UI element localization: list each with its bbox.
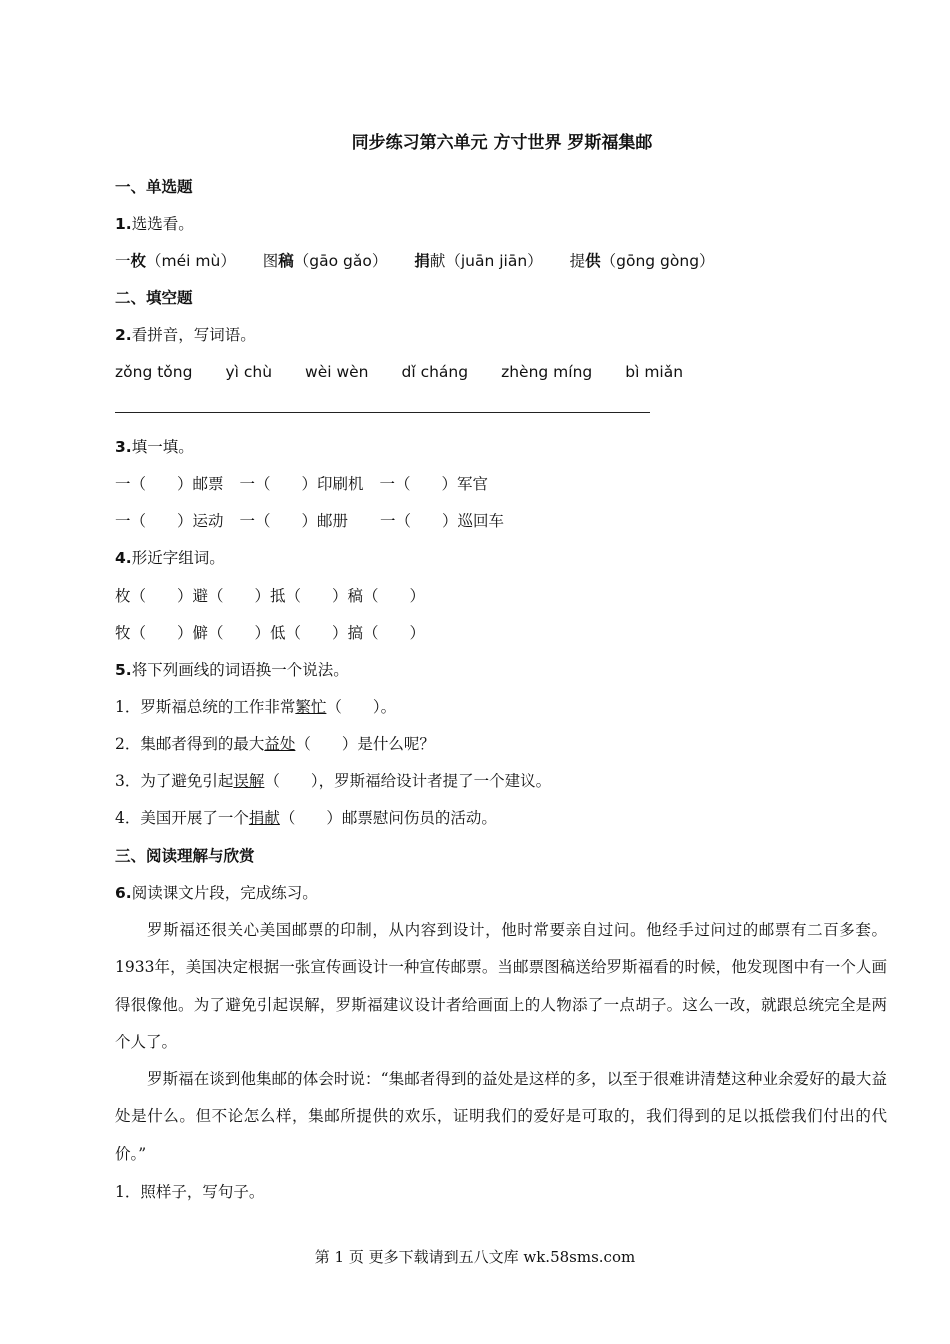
fill-item: 一（ ）运动 bbox=[115, 512, 224, 530]
answer-line bbox=[115, 412, 650, 413]
pinyin-word: zǒng tǒng bbox=[115, 363, 193, 381]
rewrite-item: 2．集邮者得到的最大益处（ ）是什么呢？ bbox=[115, 735, 435, 753]
question-1 bbox=[115, 214, 194, 234]
fill-row-1 bbox=[115, 474, 488, 494]
question-4: 4.形近字组词。 bbox=[115, 549, 225, 567]
section-heading-fill-blank: 二、填空题 bbox=[115, 289, 193, 307]
pinyin-row bbox=[115, 362, 683, 382]
fill-item: 一（ ）军官 bbox=[379, 475, 489, 493]
question-number: 1. bbox=[115, 215, 132, 233]
similar-chars-row-1: 枚（ ）避（ ）抵（ ）稿（ ） bbox=[115, 587, 426, 605]
rewrite-item: 1．罗斯福总统的工作非常繁忙（ ）。 bbox=[115, 698, 397, 716]
underlined-word: 捐献 bbox=[248, 809, 280, 827]
fill-row-2 bbox=[115, 511, 504, 531]
pinyin-word: bì miǎn bbox=[625, 363, 684, 381]
pinyin-word: dǐ cháng bbox=[401, 363, 469, 381]
reading-paragraph-2: 罗斯福在谈到他集邮的体会时说：“集邮者得到的益处是这样的多，以至于很难讲清楚这种业余爱好的最大益处是什么。但不论怎么样，集邮所提供的欢乐，证明我们的爱好是可取的，我们得到的足以抵偿我们付出的代价。” bbox=[115, 1070, 887, 1163]
option-item: 提供（gōng gòng） bbox=[569, 251, 715, 270]
similar-chars-row-2: 牧（ ）僻（ ）低（ ）搞（ ） bbox=[115, 624, 426, 642]
page-title: 同步练习第六单元 方寸世界 罗斯福集邮 bbox=[351, 133, 653, 153]
section-heading-reading: 三、阅读理解与欣赏 bbox=[115, 847, 255, 865]
question-2: 2.看拼音，写词语。 bbox=[115, 326, 256, 344]
question-5: 5.将下列画线的词语换一个说法。 bbox=[115, 661, 349, 679]
rewrite-item: 4．美国开展了一个捐献（ ）邮票慰问伤员的活动。 bbox=[115, 809, 497, 827]
pinyin-word: zhèng míng bbox=[501, 363, 593, 381]
question-prompt: 选选看。 bbox=[131, 215, 194, 233]
fill-item: 一（ ）邮册 bbox=[239, 512, 349, 530]
rewrite-item: 3．为了避免引起误解（ ），罗斯福给设计者提了一个建议。 bbox=[115, 772, 552, 790]
page-footer: 第 1 页 更多下载请到五八文库 wk.58sms.com bbox=[314, 1248, 636, 1266]
fill-item: 一（ ）邮票 bbox=[115, 475, 224, 493]
sub-question: 1．照样子，写句子。 bbox=[115, 1183, 265, 1201]
section-heading-single-choice: 一、单选题 bbox=[115, 178, 193, 196]
pinyin-word: yì chù bbox=[225, 363, 273, 381]
underlined-word: 误解 bbox=[233, 772, 265, 790]
question-3: 3.填一填。 bbox=[115, 438, 194, 456]
option-item: 一枚（méi mù） bbox=[115, 251, 236, 270]
underlined-word: 益处 bbox=[264, 735, 296, 753]
fill-item: 一（ ）巡回车 bbox=[380, 512, 505, 530]
question-6: 6.阅读课文片段，完成练习。 bbox=[115, 884, 318, 902]
reading-paragraph-1: 罗斯福还很关心美国邮票的印制，从内容到设计，他时常要亲自过问。他经手过问过的邮票有二百多套。1933年，美国决定根据一张宣传画设计一种宣传邮票。当邮票图稿送给罗斯福看的时候，他发现图中有一个人画得很像他。为了避免引起误解，罗斯福建议设计者给画面上的人物添了一点胡子。这么一改，就跟总统完全是两个人了。 bbox=[115, 921, 887, 1052]
option-item: 捐献（juān jiān） bbox=[414, 251, 543, 270]
underlined-word: 繁忙 bbox=[295, 698, 327, 716]
option-item: 图稿（gāo gǎo） bbox=[262, 251, 388, 270]
question-1-options bbox=[115, 251, 715, 271]
pinyin-word: wèi wèn bbox=[305, 363, 369, 381]
fill-item: 一（ ）印刷机 bbox=[239, 475, 364, 493]
